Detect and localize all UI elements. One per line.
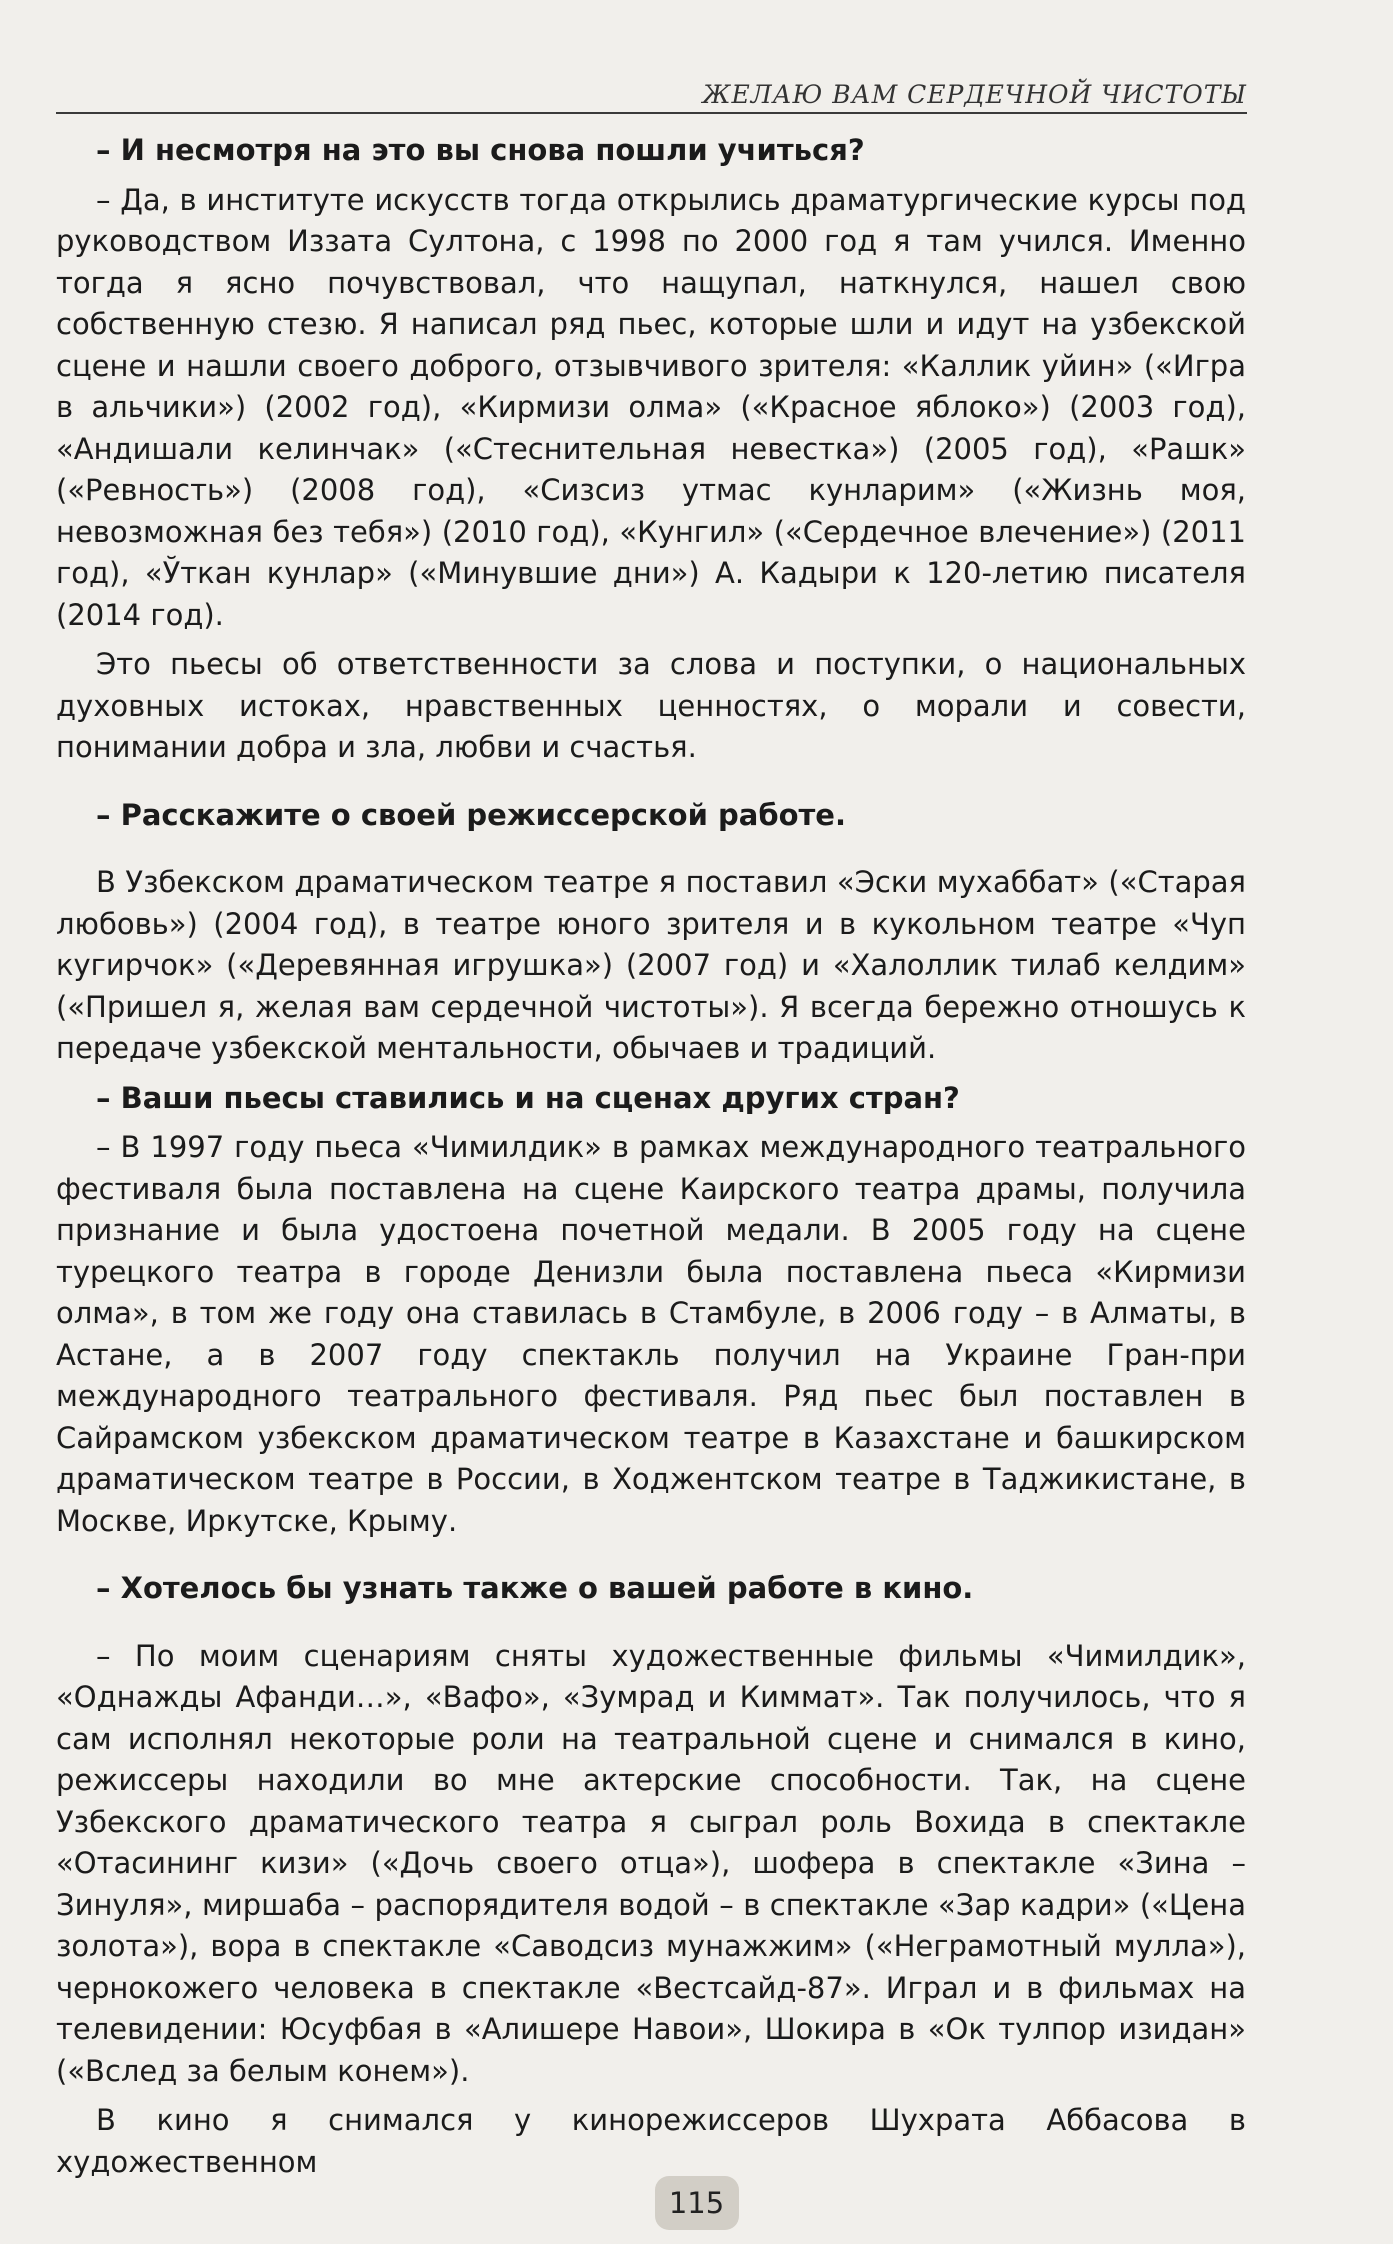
header-rule <box>56 112 1247 114</box>
running-header: ЖЕЛАЮ ВАМ СЕРДЕЧНОЙ ЧИСТОТЫ <box>702 80 1247 109</box>
answer-paragraph: – По моим сценариям сняты художественные фильмы «Чимилдик», «Однажды Афанди…», «Вафо», «Зумрад и Киммат». Так получилось, что я сам исполнял некоторые роли на театральной сцене и снимался в кино, режиссеры находили во мне актерские способности. Так, на сцене Узбекского драматического театра я сыграл роль Вохида в спектакле «Отасининг кизи» («Дочь своего отца»), шофера в спектакле «Зина – Зинуля», миршаба – распорядителя водой – в спектакле «Зар кадри» («Цена золота»), вора в спектакле «Саводсиз мунажжим» («Неграмотный мулла»), чернокожего человека в спектакле «Вестсайд-87». Играл и в фильмах на телевидении: Юсуфбая в «Алишере Навои», Шокира в «Ок тулпор изидан» («Вслед за белым конем»). <box>56 1638 1246 2088</box>
question-paragraph: – Ваши пьесы ставились и на сценах других стран? <box>96 1080 960 1115</box>
answer-paragraph: – Да, в институте искусств тогда открылись драматургические курсы под руководством Иззата Султона, с 1998 по 2000 год я там учился. Именно тогда я ясно почувствовал, что нащупал, наткнулся, нашел свою собственную стезю. Я написал ряд пьес, которые шли и идут на узбекской сцене и нашли своего доброго, отзывчивого зрителя: «Каллик уйин» («Игра в альчики») (2002 год), «Кирмизи олма» («Красное яблоко») (2003 год), «Андишали келинчак» («Стеснительная невестка») (2005 год), «Рашк» («Ревность») (2008 год), «Сизсиз утмас кунларим» («Жизнь моя, невозможная без тебя») (2010 год), «Кунгил» («Сердечное влечение») (2011 год), «Ўткан кунлар» («Минувшие дни») А. Кадыри к 120-летию писателя (2014 год). <box>56 182 1246 632</box>
question-paragraph: – И несмотря на это вы снова пошли учиться? <box>96 133 865 167</box>
page-body <box>56 130 1246 2183</box>
page-number: 115 <box>655 2176 739 2230</box>
answer-paragraph: В кино я снимался у кинорежиссеров Шухрата Аббасова в художественном <box>56 2103 1246 2179</box>
question-paragraph: – Расскажите о своей режиссерской работе. <box>96 797 846 832</box>
answer-paragraph: – В 1997 году пьеса «Чимилдик» в рамках международного театрального фестиваля была поставлена на сцене Каирского театра драмы, получила признание и была удостоена почетной медали. В 2005 году на сцене турецкого театра в городе Денизли была поставлена пьеса «Кирмизи олма», в том же году она ставилась в Стамбуле, в 2006 году – в Алматы, в Астане, а в 2007 году спектакль получил на Украине Гран-при международного театрального фестиваля. Ряд пьес был поставлен в Сайрамском узбекском драматическом театре в Казахстане и башкирском драматическом театре в России, в Ходжентском театре в Таджикистане, в Москве, Иркутске, Крыму. <box>56 1130 1246 1538</box>
question-paragraph: – Хотелось бы узнать также о вашей работе в кино. <box>96 1571 974 1605</box>
answer-paragraph: Это пьесы об ответственности за слова и поступки, о национальных духовных истоках, нравственных ценностях, о морали и совести, понимании добра и зла, любви и счастья. <box>56 647 1246 764</box>
answer-paragraph: В Узбекском драматическом театре я поставил «Эски мухаббат» («Старая любовь») (2004 год), в театре юного зрителя и в кукольном театре «Чуп кугирчок» («Деревянная игрушка») (2007 год) и «Халоллик тилаб келдим» («Пришел я, желая вам сердечной чистоты»). Я всегда бережно отношусь к передаче узбекской ментальности, обычаев и традиций. <box>56 865 1246 1065</box>
